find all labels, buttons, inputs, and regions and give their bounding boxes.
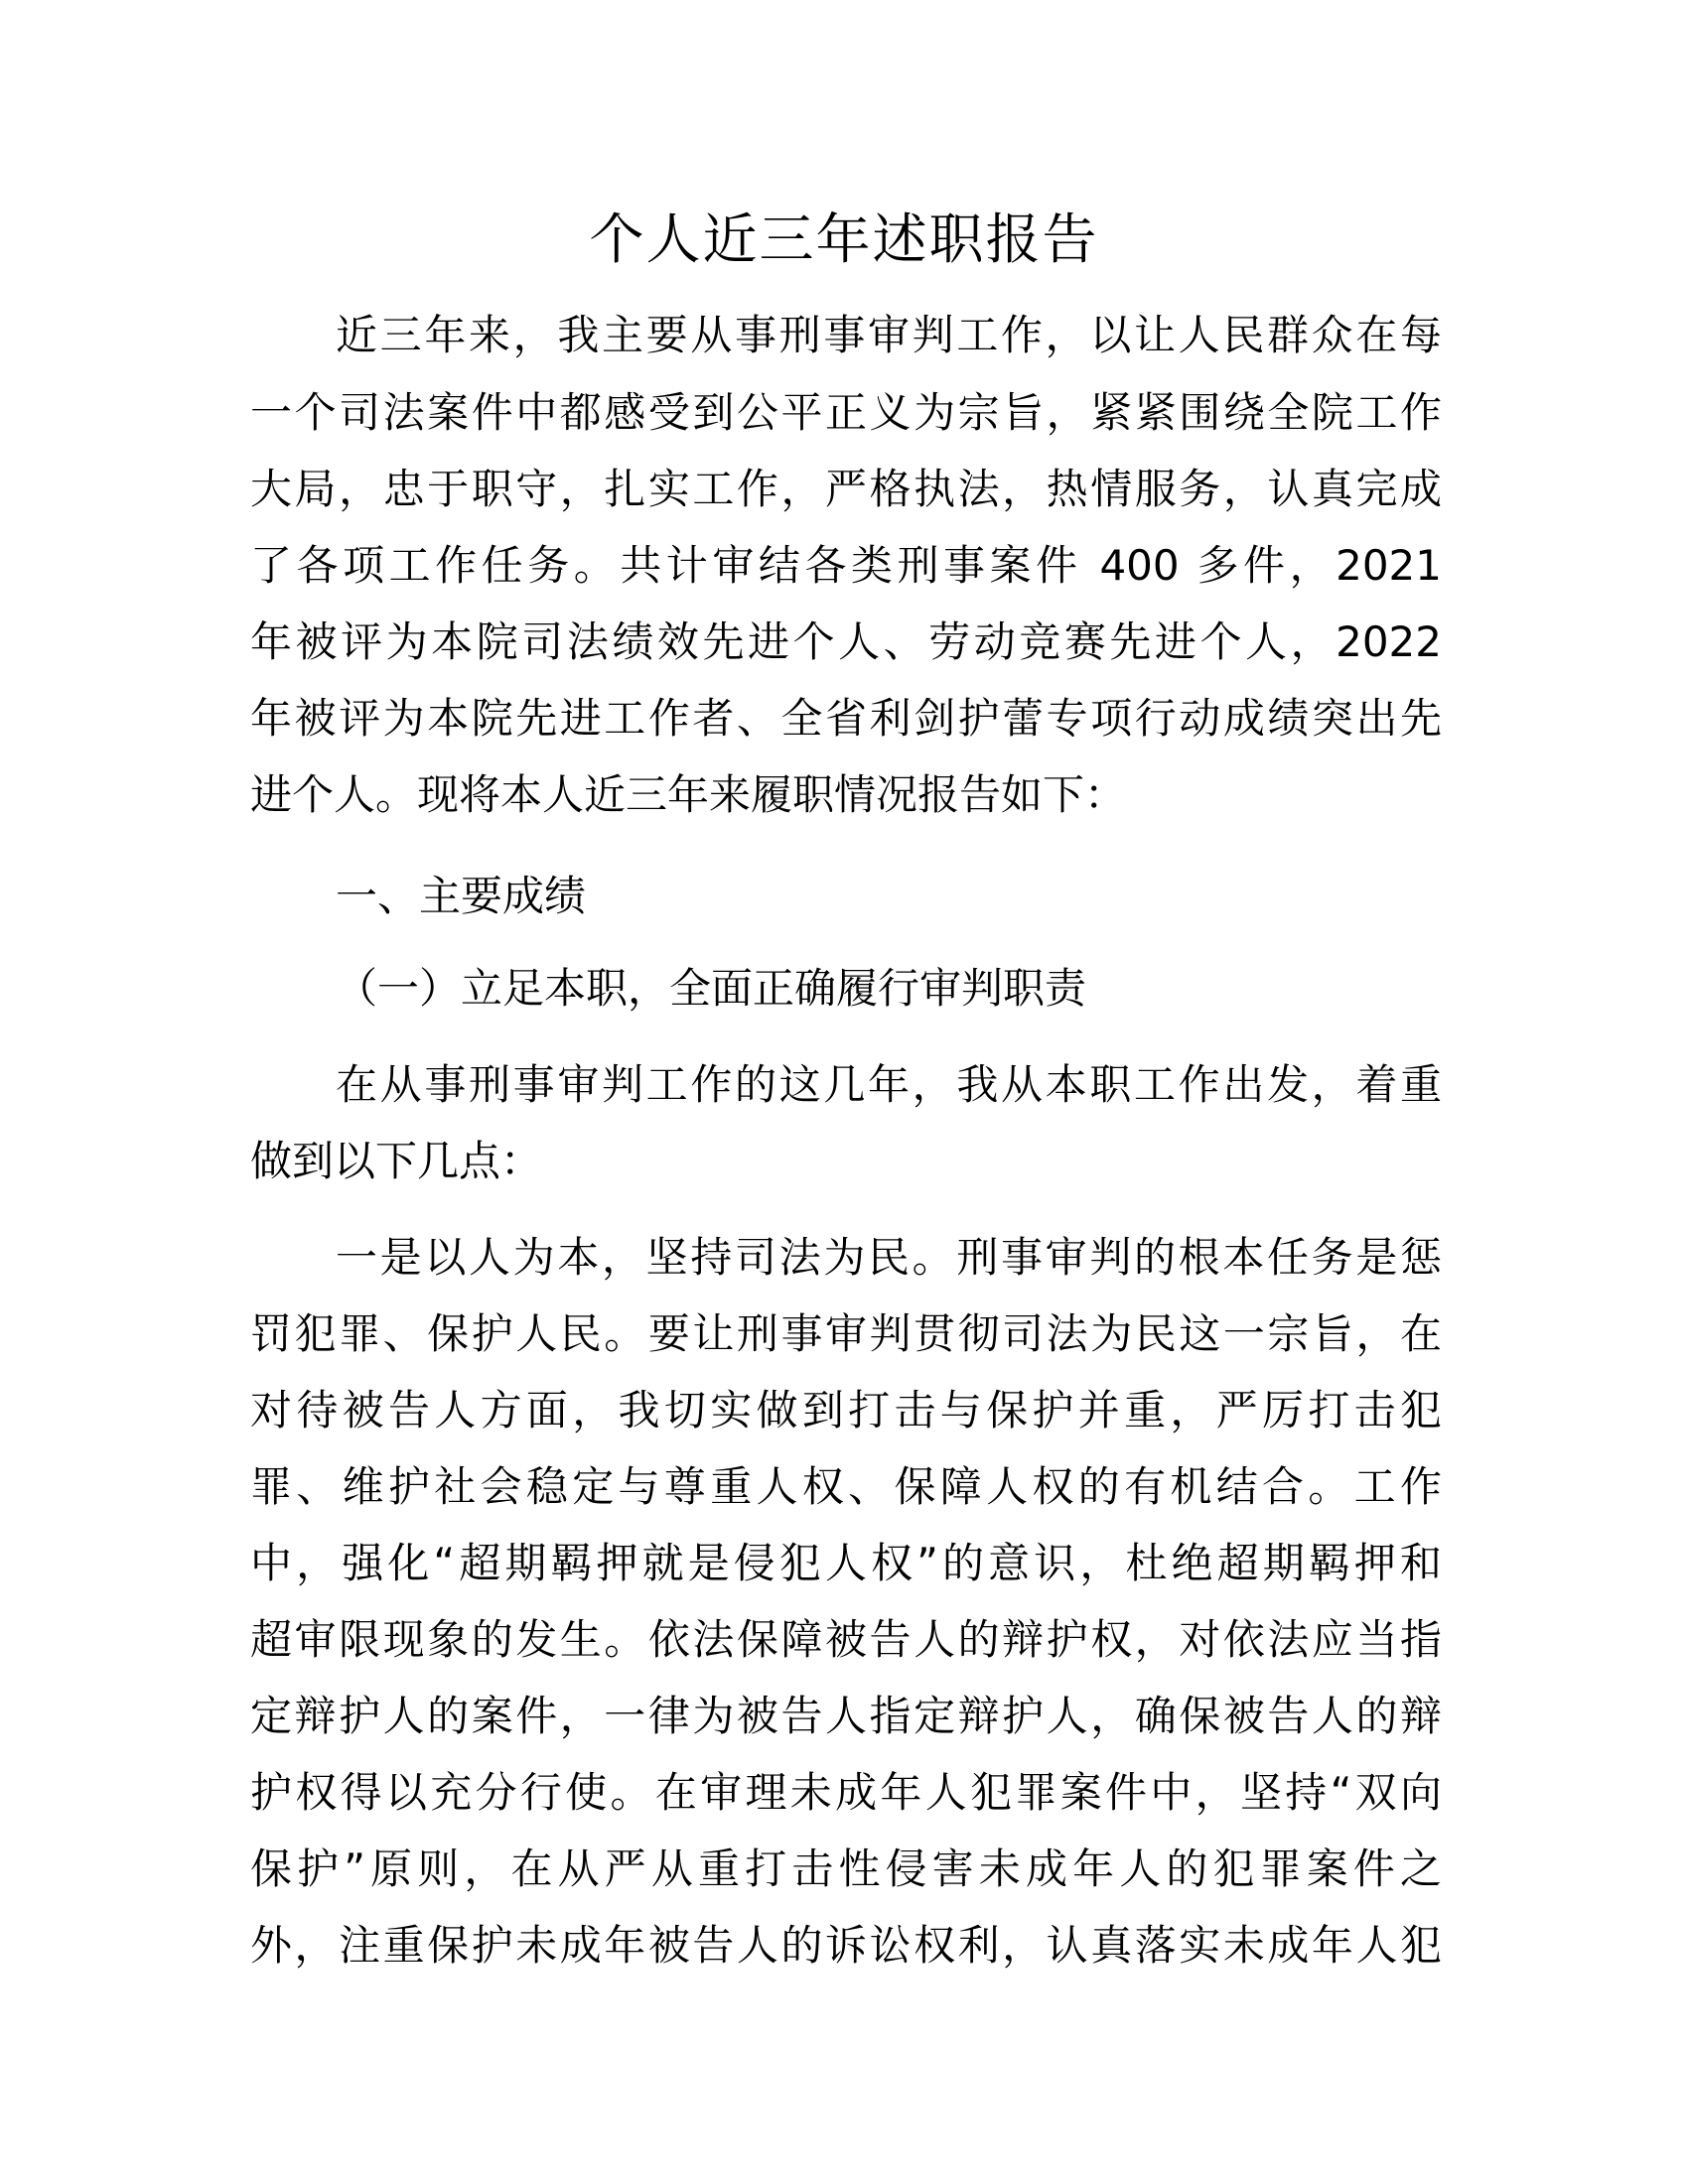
paragraph-line: 做到以下几点： [250,1137,543,1185]
section-heading: 一、主要成绩 [336,872,587,920]
paragraph-line: 年被评为本院司法绩效先进个人、劳动竞赛先进个人，2022 [250,617,1442,666]
paragraph-line: 了各项工作任务。共计审结各类刑事案件 400 多件，2021 [250,541,1442,590]
paragraph-line: 罚犯罪、保护人民。要让刑事审判贯彻司法为民这一宗旨，在 [250,1309,1442,1358]
subsection-heading: （一）立足本职，全面正确履行审判职责 [336,964,1087,1013]
document-title: 个人近三年述职报告 [589,207,1099,271]
paragraph-line: 在从事刑事审判工作的这几年，我从本职工作出发，着重 [336,1060,1442,1109]
paragraph-line: 进个人。现将本人近三年来履职情况报告如下： [250,770,1127,819]
paragraph-line: 保护”原则，在从严从重打击性侵害未成年人的犯罪案件之 [250,1844,1442,1893]
paragraph-line: 一是以人为本，坚持司法为民。刑事审判的根本任务是惩 [336,1233,1442,1282]
paragraph-line: 超审限现象的发生。依法保障被告人的辩护权，对依法应当指 [250,1615,1442,1664]
paragraph-line: 中，强化“超期羁押就是侵犯人权”的意识，杜绝超期羁押和 [250,1539,1442,1587]
paragraph-line: 护权得以充分行使。在审理未成年人犯罪案件中，坚持“双向 [250,1768,1442,1817]
paragraph-line: 一个司法案件中都感受到公平正义为宗旨，紧紧围绕全院工作 [250,388,1442,437]
paragraph-line: 大局，忠于职守，扎实工作，严格执法，热情服务，认真完成 [250,465,1442,513]
paragraph-line: 外，注重保护未成年被告人的诉讼权利，认真落实未成年人犯 [250,1921,1442,1970]
paragraph-line: 对待被告人方面，我切实做到打击与保护并重，严厉打击犯 [250,1386,1442,1434]
paragraph-line: 罪、维护社会稳定与尊重人权、保障人权的有机结合。工作 [250,1462,1442,1511]
paragraph-line: 近三年来，我主要从事刑事审判工作，以让人民群众在每 [336,311,1442,359]
paragraph-line: 定辩护人的案件，一律为被告人指定辩护人，确保被告人的辩 [250,1692,1442,1740]
paragraph-line: 年被评为本院先进工作者、全省利剑护蕾专项行动成绩突出先 [250,694,1442,743]
